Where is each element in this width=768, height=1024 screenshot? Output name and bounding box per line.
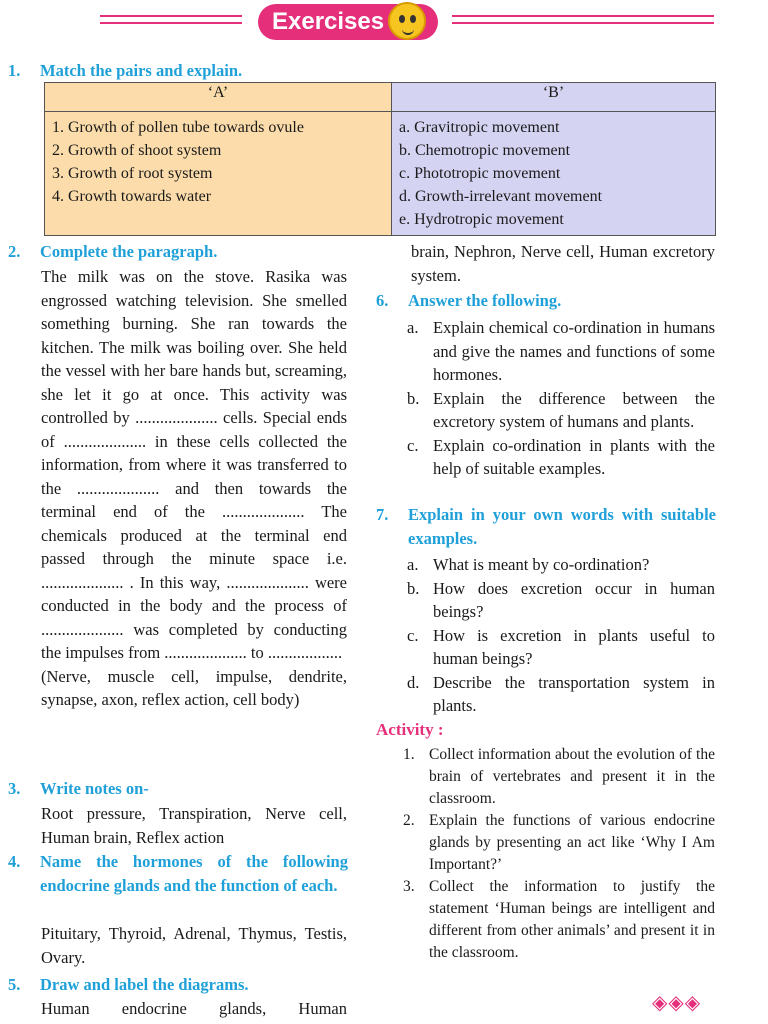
- list-item: d. Describe the transportation system in plants.: [407, 672, 715, 715]
- diamond-ornament-icon: ◈◈◈: [652, 992, 702, 1014]
- list-item: c. Explain co-ordination in plants with the help of suitable examples.: [407, 435, 715, 478]
- list-item: 1. Collect information about the evolution of the brain of vertebrates and present it in the classroom.: [403, 746, 715, 807]
- activity-list: [403, 744, 715, 964]
- question-3-text: Root pressure, Transpiration, Nerve cell, Human brain, Reflex action: [41, 804, 347, 847]
- column-a-header: ‘A’: [45, 83, 392, 112]
- a-item: 1. Growth of pollen tube towards ovule: [52, 119, 304, 136]
- question-6-heading: 6. Answer the following.: [376, 291, 562, 310]
- question-5-text-right: brain, Nephron, Nerve cell, Human excretory system.: [411, 242, 715, 285]
- question-7-list: [407, 553, 715, 718]
- question-4-text: Pituitary, Thyroid, Adrenal, Thymus, Testis, Ovary.: [41, 924, 347, 967]
- exercises-header: [0, 0, 768, 48]
- b-item: a. Gravitropic movement: [399, 119, 560, 136]
- header-line-right-2: [452, 22, 714, 24]
- question-5-heading: 5. Draw and label the diagrams.: [8, 975, 249, 994]
- question-4-heading: 4. Name the hormones of the following endocrine glands and the function of each.: [8, 852, 348, 895]
- b-item: c. Phototropic movement: [399, 165, 561, 182]
- activity-heading: Activity :: [376, 720, 444, 739]
- exercises-title: Exercises: [258, 4, 438, 40]
- column-b-header: ‘B’: [392, 83, 716, 112]
- list-item: 2. Explain the functions of various endocrine glands by presenting an act like ‘Why I Am Important?’: [403, 812, 715, 873]
- header-line-left-2: [100, 22, 242, 24]
- question-7-heading: 7. Explain in your own words with suitable examples.: [376, 505, 716, 548]
- header-line-left: [100, 15, 242, 17]
- header-line-right: [452, 15, 714, 17]
- list-item: a. What is meant by co-ordination?: [407, 555, 650, 574]
- list-item: b. How does excretion occur in human beings?: [407, 578, 715, 621]
- column-a-cell: [45, 112, 392, 236]
- list-item: 3. Collect the information to justify the statement ‘Human beings are intelligent and different from other animals’ and present it in the classroom.: [403, 878, 715, 961]
- list-item: b. Explain the difference between the excretory system of humans and plants.: [407, 388, 715, 431]
- b-item: d. Growth-irrelevant movement: [399, 188, 603, 205]
- question-1-heading: 1. Match the pairs and explain.: [8, 61, 243, 80]
- column-b-cell: [392, 112, 716, 236]
- a-item: 4. Growth towards water: [52, 188, 212, 205]
- list-item: c. How is excretion in plants useful to human beings?: [407, 625, 715, 668]
- question-2-heading: 2. Complete the paragraph.: [8, 242, 218, 261]
- match-pairs-table: [44, 82, 716, 236]
- question-3-heading: 3. Write notes on-: [8, 779, 149, 798]
- thinking-face-icon: [388, 2, 426, 40]
- b-item: b. Chemotropic movement: [399, 142, 571, 159]
- a-item: 3. Growth of root system: [52, 165, 213, 182]
- list-item: a. Explain chemical co-ordination in humans and give the names and functions of some hormones.: [407, 318, 715, 384]
- question-5-text-left: Human endocrine glands, Human: [41, 999, 347, 1018]
- question-6-list: [407, 316, 715, 481]
- a-item: 2. Growth of shoot system: [52, 142, 222, 159]
- question-2-options: (Nerve, muscle cell, impulse, dendrite, synapse, axon, reflex action, cell body): [41, 666, 347, 709]
- question-2-paragraph: The milk was on the stove. Rasika was engrossed watching television. She smelled something burning. She ran towards the kitchen. The milk was boiling over. She held the vessel with her bare hands but, screaming, she let it go at once. This activity was controlled by .................... cells. Special ends of .................... in these cells collected the information, from where it was transferred to the .................... and then towards the terminal end of the .................... The chemicals produced at the terminal end passed through the minute space i.e. .................... . In this way, .................... were conducted in the body and the process of .................... was completed by conducting the impulses from .................... to .................. (Nerve, muscle cell, impulse, dendrite, synapse, axon, reflex action, cell body): [41, 267, 347, 709]
- b-item: e. Hydrotropic movement: [399, 211, 564, 228]
